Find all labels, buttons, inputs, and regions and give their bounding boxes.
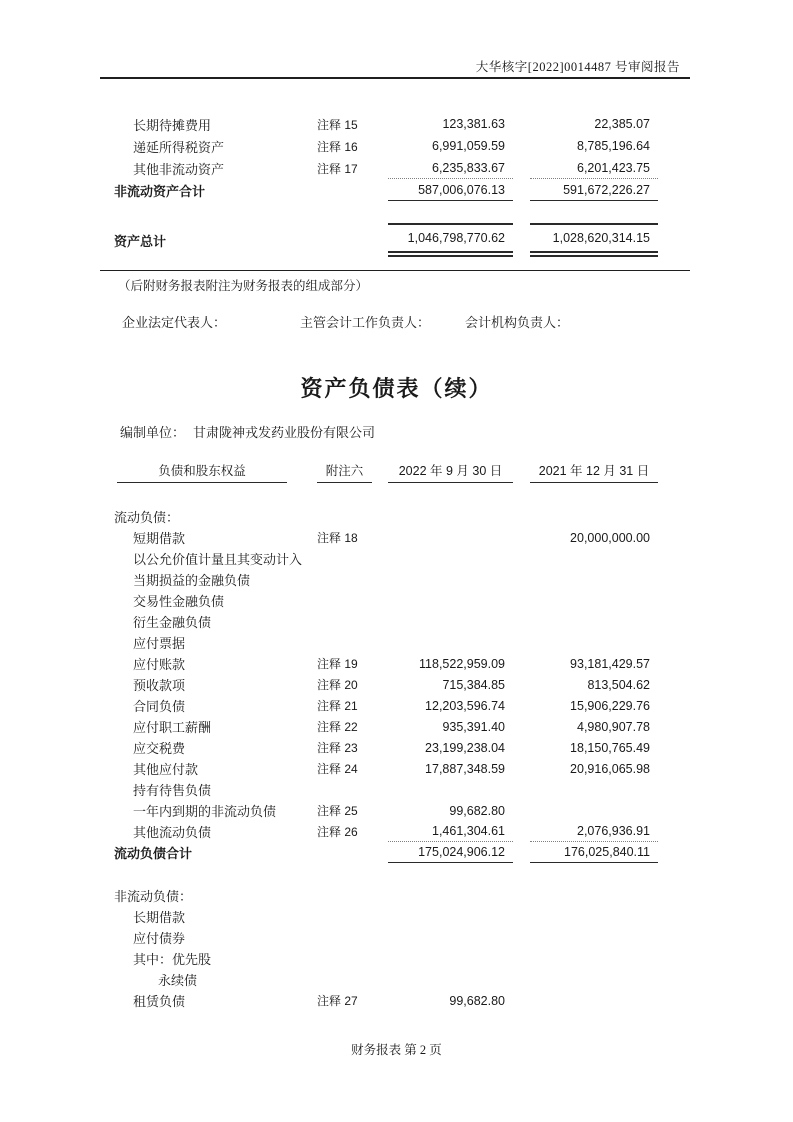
- value-2021: 4,980,907.78: [577, 719, 650, 734]
- item-label: 长期借款: [133, 910, 186, 925]
- note-ref: 注释 23: [317, 741, 358, 755]
- item-label: 永续债: [158, 973, 198, 988]
- note-ref: 注释 22: [317, 720, 358, 734]
- column-header-note: 附注六: [317, 458, 372, 483]
- value-2021: 20,916,065.98: [570, 761, 650, 776]
- item-label: 一年内到期的非流动负债: [133, 804, 277, 819]
- value-2021: 176,025,840.11: [530, 842, 658, 863]
- table-row: [100, 569, 660, 590]
- table-row: [100, 179, 660, 201]
- value-2022: 1,046,798,770.62: [388, 223, 513, 257]
- column-header-2021: 2021 年 12 月 31 日: [530, 458, 658, 483]
- table-row: [100, 800, 660, 821]
- value-2021: 15,906,229.76: [570, 698, 650, 713]
- value-2022: 99,682.80: [449, 803, 505, 818]
- table-row: [100, 113, 660, 135]
- report-number: 大华核字[2022]0014487 号审阅报告: [475, 60, 680, 74]
- table-row: [100, 906, 660, 927]
- table-row: [100, 695, 660, 716]
- total-row: [100, 223, 660, 257]
- note-ref: 注释 27: [317, 994, 358, 1008]
- value-2022: 99,682.80: [449, 993, 505, 1008]
- table-row: [100, 135, 660, 157]
- value-2022: 6,235,833.67: [388, 157, 513, 179]
- table-header-row: [100, 458, 660, 483]
- assets-table: [100, 113, 660, 257]
- value-2022: 23,199,238.04: [425, 740, 505, 755]
- table-row: [100, 948, 660, 969]
- note-ref: 注释 21: [317, 699, 358, 713]
- item-label: 非流动资产合计: [114, 183, 206, 199]
- item-label: 应付职工薪酬: [133, 720, 212, 735]
- section-divider: [100, 270, 690, 271]
- value-2021: 8,785,196.64: [577, 139, 650, 153]
- table-row: [100, 653, 660, 674]
- chief-accountant-label: 主管会计工作负责人：: [300, 315, 431, 330]
- prepared-by: [120, 422, 375, 441]
- item-label: 租赁负债: [133, 994, 186, 1009]
- table-row: [100, 779, 660, 800]
- prepared-by-label: 编制单位：: [120, 425, 186, 440]
- item-label: 应付票据: [133, 636, 186, 651]
- item-label: 流动负债合计: [114, 846, 193, 861]
- table-row: [100, 527, 660, 548]
- value-2022: 123,381.63: [442, 117, 505, 131]
- accounting-manager-label: 会计机构负责人：: [465, 315, 570, 330]
- item-label: 持有待售负债: [133, 783, 212, 798]
- item-label: 预收款项: [133, 678, 186, 693]
- note-ref: 注释 15: [317, 117, 358, 132]
- note-ref: 注释 16: [317, 139, 358, 154]
- attachment-note: （后附财务报表附注为财务报表的组成部分）: [118, 279, 369, 293]
- table-row: [100, 885, 660, 906]
- table-row: [100, 632, 660, 653]
- value-2022: 587,006,076.13: [388, 179, 513, 201]
- item-label: 以公允价值计量且其变动计入: [133, 552, 303, 567]
- table-row: [100, 157, 660, 179]
- legal-representative-label: 企业法定代表人：: [122, 315, 227, 330]
- item-label: 长期待摊费用: [133, 117, 212, 133]
- value-2021: 22,385.07: [594, 117, 650, 131]
- value-2022: 1,461,304.61: [388, 821, 513, 842]
- item-label: 应付账款: [133, 657, 186, 672]
- signature-line: [0, 312, 793, 330]
- item-label: 非流动负债：: [114, 889, 193, 904]
- value-2021: 6,201,423.75: [530, 157, 658, 179]
- item-label: 交易性金融负债: [133, 594, 225, 609]
- value-2021: 93,181,429.57: [570, 656, 650, 671]
- table-row: [100, 927, 660, 948]
- value-2022: 715,384.85: [442, 677, 505, 692]
- table-row: [100, 990, 660, 1011]
- item-label: 合同负债: [133, 699, 186, 714]
- liabilities-table: [100, 506, 660, 1011]
- table-row: [100, 548, 660, 569]
- table-row: [100, 506, 660, 527]
- item-label: 短期借款: [133, 531, 186, 546]
- value-2022: 12,203,596.74: [425, 698, 505, 713]
- item-label: 其他非流动资产: [133, 161, 225, 177]
- table-row: [100, 821, 660, 842]
- page-footer: 财务报表 第 2 页: [351, 1043, 442, 1057]
- value-2021: 2,076,936.91: [530, 821, 658, 842]
- table-row: [100, 737, 660, 758]
- table-row: [100, 969, 660, 990]
- value-2022: 935,391.40: [442, 719, 505, 734]
- item-label: 其他流动负债: [133, 825, 212, 840]
- note-ref: 注释 19: [317, 657, 358, 671]
- value-2021: 18,150,765.49: [570, 740, 650, 755]
- value-2021: 591,672,226.27: [530, 179, 658, 201]
- table-row: [100, 611, 660, 632]
- subtotal-row: [100, 842, 660, 863]
- item-label: 递延所得税资产: [133, 139, 225, 155]
- item-label: 其他应付款: [133, 762, 199, 777]
- item-label: 衍生金融负债: [133, 615, 212, 630]
- table-row: [100, 674, 660, 695]
- page-title: 资产负债表（续）: [300, 376, 493, 401]
- value-2022: 17,887,348.59: [425, 761, 505, 776]
- header-rule: [100, 77, 690, 79]
- table-row: [100, 758, 660, 779]
- note-ref: 注释 25: [317, 804, 358, 818]
- note-ref: 注释 18: [317, 531, 358, 545]
- value-2021: 813,504.62: [587, 677, 650, 692]
- column-header-2022: 2022 年 9 月 30 日: [388, 458, 513, 483]
- item-label: 当期损益的金融负债: [133, 573, 251, 588]
- note-ref: 注释 20: [317, 678, 358, 692]
- note-ref: 注释 17: [317, 161, 358, 176]
- table-row: [100, 590, 660, 611]
- item-label: 应交税费: [133, 741, 186, 756]
- value-2021: 20,000,000.00: [570, 530, 650, 545]
- item-label: 其中：优先股: [133, 952, 212, 967]
- value-2022: 175,024,906.12: [388, 842, 513, 863]
- item-label: 流动负债：: [114, 510, 180, 525]
- column-header-item: 负债和股东权益: [117, 458, 287, 483]
- value-2022: 118,522,959.09: [419, 656, 505, 671]
- company-name: 甘肃陇神戎发药业股份有限公司: [193, 425, 376, 440]
- note-ref: 注释 26: [317, 825, 358, 839]
- value-2022: 6,991,059.59: [432, 139, 505, 153]
- note-ref: 注释 24: [317, 762, 358, 776]
- value-2021: 1,028,620,314.15: [530, 223, 658, 257]
- item-label: 应付债券: [133, 931, 186, 946]
- table-row: [100, 716, 660, 737]
- item-label: 资产总计: [114, 233, 167, 249]
